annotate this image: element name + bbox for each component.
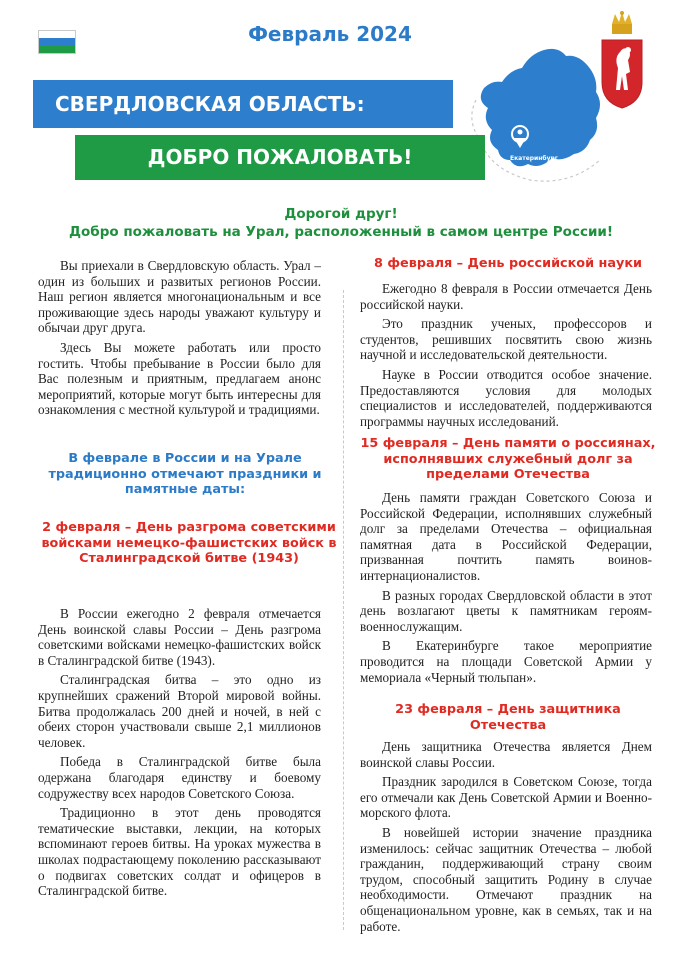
holidays-heading: В феврале в России и на Урале традиционно отмечают праздники и памятные даты:: [48, 451, 322, 497]
greeting-line-2: Добро пожаловать на Урал, расположенный в самом центре России!: [68, 224, 614, 240]
event-paragraph: В новейшей истории значение праздника изменилось: сейчас защитник Отечества – любой гражданин, поддерживающий страну своим трудом, способный защитить Родину в случае необходимости. Отмечают праздник на общенациональном уровне, как в семьях, так и на работе.: [360, 824, 652, 934]
column-divider: [343, 290, 344, 930]
event-paragraph: Ежегодно 8 февраля в России отмечается День российской науки.: [360, 281, 652, 312]
event-paragraph: В разных городах Свердловской области в этот день возлагают цветы к памятникам героям-военнослужащим.: [360, 587, 652, 634]
greeting-line-1: Дорогой друг!: [284, 206, 398, 222]
sverdlovsk-flag-icon: [38, 30, 76, 54]
map-city-label: Екатеринбург: [510, 155, 558, 162]
page-title-date: Февраль 2024: [248, 22, 412, 46]
event-paragraph: Победа в Сталинградской битве была одержана благодаря единству и боевому содружеству всех народов Советского Союза.: [38, 754, 321, 801]
greeting: [20, 205, 662, 241]
stalingrad-text: [38, 606, 321, 903]
region-banner: СВЕРДЛОВСКАЯ ОБЛАСТЬ:: [33, 80, 453, 128]
event-paragraph: В Екатеринбурге такое мероприятие проводится на площади Советской Армии у мемориала «Черный тюльпан».: [360, 638, 652, 685]
event-paragraph: Науке в России отводится особое значение. Предоставляются условия для молодых специалистов и исследователей, поддерживаются программы научных исследований.: [360, 366, 652, 429]
event-paragraph: День памяти граждан Советского Союза и Российской Федерации, исполнявших служебный долг за пределами Отечества – официальная памятная дата в Российской Федерации, призванная почтить память воинов-интернационалистов.: [360, 490, 652, 583]
welcome-banner: ДОБРО ПОЖАЛОВАТЬ!: [75, 135, 485, 180]
intro-text: [38, 258, 321, 422]
intro-paragraph: Вы приехали в Свердловскую область. Урал – один из больших и развитых регионов России. Наш регион является многонациональным и все проживающие здесь народы уважают культуру и обычаи друг друга.: [38, 258, 321, 336]
event-paragraph: Сталинградская битва – это одно из крупнейших сражений Второй мировой войны. Битва продолжалась 200 дней и ночей, в ней с обеих сторон участвовали свыше 2,1 миллионов человек.: [38, 672, 321, 750]
defender-text: [360, 739, 652, 938]
region-map-icon: [470, 30, 610, 190]
event-paragraph: В России ежегодно 2 февраля отмечается День воинской славы России – День разгрома советскими войсками немецко-фашистских войск в Сталинградской битве (1943).: [38, 606, 321, 668]
event-paragraph: Это праздник ученых, профессоров и студентов, решивших посвятить свою жизнь научной и исследовательской деятельности.: [360, 316, 652, 363]
memory-text: [360, 490, 652, 689]
intro-paragraph: Здесь Вы можете работать или просто гостить. Чтобы пребывание в России было для Вас полезным и приятным, предлагаем анонс мероприятий, которые могут быть интересны для ознакомления с местной культурой и традициями.: [38, 339, 321, 418]
crown-icon: [612, 11, 632, 34]
science-text: [360, 281, 652, 433]
event-paragraph: Традиционно в этот день проводятся тематические выставки, лекции, на которых вспоминают героев битвы. На уроках мужества в школах подрастающему поколению рассказывают о подвигах советских солдат и офицеров в Сталинградской битве.: [38, 805, 321, 899]
event-heading-science: 8 февраля – День российской науки: [373, 256, 642, 271]
event-heading-memory: 15 февраля – День памяти о россиянах, исполнявших служебный долг за пределами Отечества: [360, 436, 656, 482]
event-paragraph: День защитника Отечества является Днем воинской славы России.: [360, 739, 652, 770]
event-heading-stalingrad: 2 февраля – День разгрома советскими войсками немецко-фашистских войск в Сталинградской битве (1943): [41, 520, 337, 566]
event-paragraph: Праздник зародился в Советском Союзе, тогда его отмечали как День Советской Армии и Военно-морского флота.: [360, 774, 652, 821]
event-heading-defender: 23 февраля – День защитника Отечества: [395, 702, 621, 733]
